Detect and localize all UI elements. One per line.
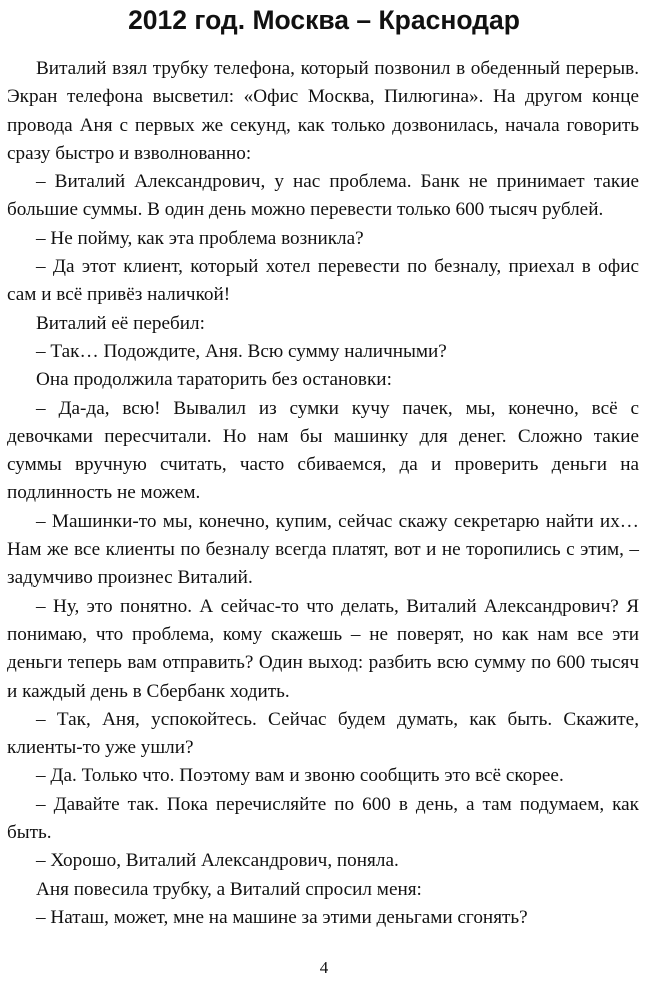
paragraph: – Ну, это понятно. А сейчас-то что делать, Виталий Александрович? Я понимаю, что проблема, кому скажешь – не поверят, но как нам все эти деньги теперь вам отправить? Один выход: разбить всю сумму по 600 тысяч и каждый день в Сбербанк ходить. [7,595,639,702]
paragraph: – Да этот клиент, который хотел перевести по безналу, приехал в офис сам и всё привёз наличкой! [7,256,639,306]
paragraph: – Давайте так. Пока перечисляйте по 600 в день, а там подумаем, как быть. [7,793,639,844]
paragraph: – Да. Только что. Поэтому вам и звоню сообщить это всё скорее. [36,765,564,787]
paragraph: – Да-да, всю! Вывалил из сумки кучу пачек, мы, конечно, всё с девочками пересчитали. Но нам бы машинку для денег. Сложно такие суммы вручную считать, часто сбиваемся, да и проверить деньги на подлинность не можем. [7,397,639,504]
paragraph: – Не пойму, как эта проблема возникла? [36,227,364,249]
body-text [7,55,639,932]
paragraph: Виталий взял трубку телефона, который позвонил в обеденный перерыв. Экран телефона высветил: «Офис Москва, Пилюгина». На другом конце провода Аня с первых же секунд, как только дозвонилась, начала говорить сразу быстро и взволнованно: [7,58,639,164]
paragraph: Она продолжила тараторить без остановки: [36,369,392,391]
paragraph: – Машинки-то мы, конечно, купим, сейчас скажу секретарю найти их… Нам же все клиенты по безналу всегда платят, вот и не торопились с этим, – задумчиво произнес Виталий. [7,510,639,589]
paragraph: – Виталий Александрович, у нас проблема. Банк не принимает такие большие суммы. В один день можно перевести только 600 тысяч рублей. [7,171,639,221]
chapter-title: 2012 год. Москва – Краснодар [128,5,520,35]
page-number: 4 [319,958,329,977]
paragraph: – Так… Подождите, Аня. Всю сумму наличными? [36,340,447,362]
paragraph: – Хорошо, Виталий Александрович, поняла. [36,850,399,872]
paragraph: – Так, Аня, успокойтесь. Сейчас будем думать, как быть. Скажите, клиенты-то уже ушли? [7,708,639,759]
paragraph: Аня повесила трубку, а Виталий спросил меня: [36,878,422,900]
paragraph: – Наташ, может, мне на машине за этими деньгами сгонять? [36,906,528,928]
paragraph: Виталий её перебил: [36,312,205,334]
